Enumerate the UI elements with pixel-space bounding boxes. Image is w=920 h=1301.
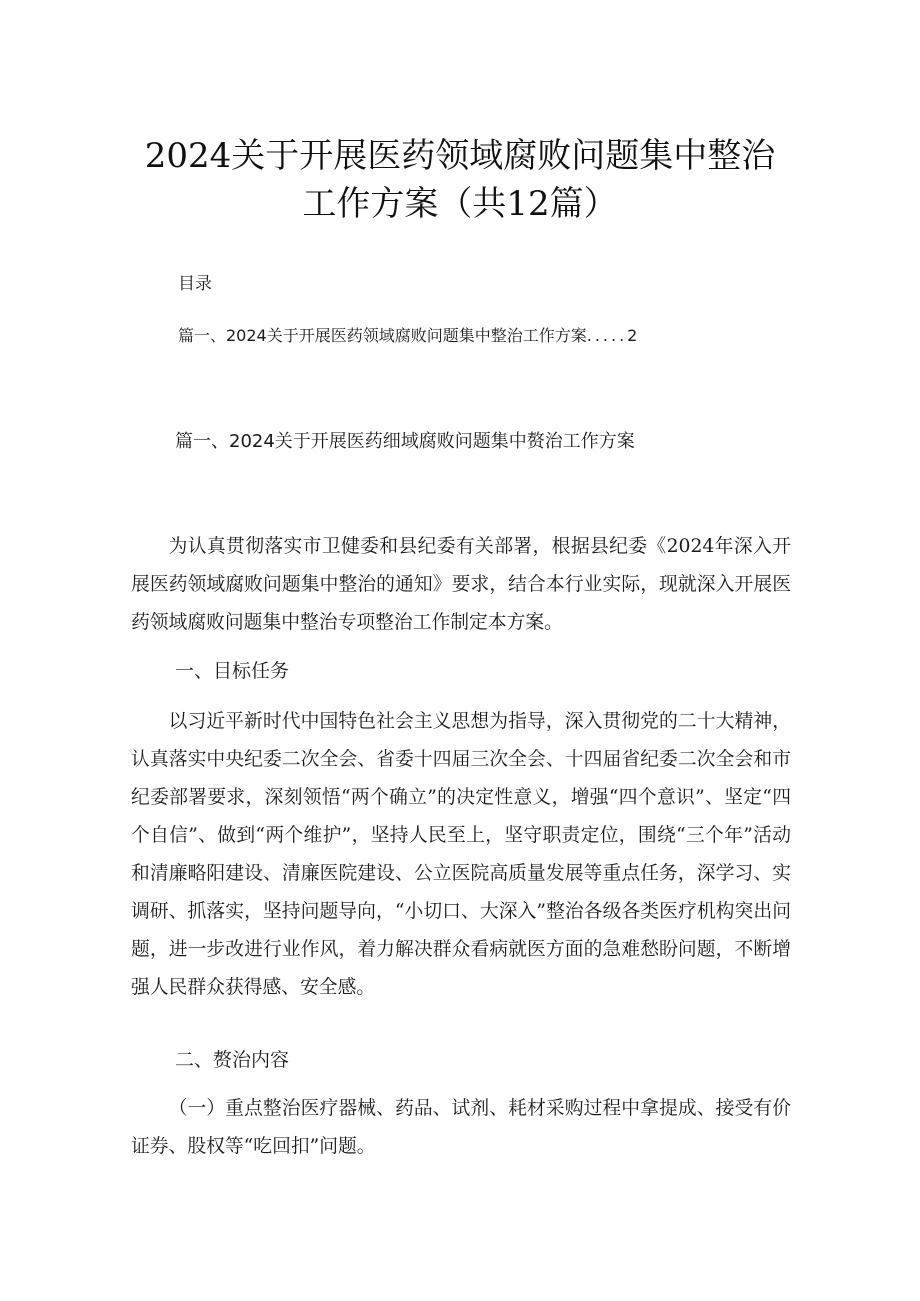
- toc-item-leader: .....: [586, 326, 628, 345]
- section-heading: 篇一、2024关于开展医药细域腐败问题集中赘治工作方案: [175, 431, 635, 452]
- toc-item[interactable]: [178, 322, 637, 350]
- document-title-line-2: 工作方案（共12篇）: [302, 184, 618, 224]
- paragraph-intro: 为认真贯彻落实市卫健委和县纪委有关部署，根据县纪委《2024年深入开展医药领域腐败问题集中整治的通知》要求，结合本行业实际，现就深入开展医药领域腐败问题集中整治专项整治工作制定本方案。: [131, 536, 791, 633]
- document-title-line-1: 2024关于开展医药领域腐败问题集中整治: [144, 136, 776, 176]
- paragraph-goals: 以习近平新时代中国特色社会主义思想为指导，深入贯彻党的二十大精神，认真落实中央纪委二次全会、省委十四届三次全会、十四届省纪委二次全会和市纪委部署要求，深刻领悟“两个确立”的决定性意义，增强“四个意识”、坚定“四个自信”、做到“两个维护”，坚持人民至上，坚守职责定位，围绕“三个年”活动和清廉略阳建设、清廉医院建设、公立医院高质量发展等重点任务，深学习、实调研、抓落实，坚持问题导向，“小切口、大深入”整治各级各类医疗机构突出问题，进一步改进行业作风，着力解决群众看病就医方面的急难愁盼问题，不断增强人民群众获得感、安全感。: [131, 711, 791, 998]
- toc-item-page: 2: [627, 326, 638, 345]
- paragraph-item-1: （一）重点整治医疗器械、药品、试剂、耗材采购过程中拿提成、接受有价证券、股权等“吃回扣”问题。: [131, 1098, 791, 1157]
- toc-heading: 目录: [178, 274, 212, 294]
- heading-rectification-content: 二、赘治内容: [175, 1049, 290, 1071]
- toc-item-label: 篇一、2024关于开展医药领域腐败问题集中整治工作方案: [178, 326, 587, 345]
- heading-goals-tasks: 一、目标任务: [175, 660, 290, 682]
